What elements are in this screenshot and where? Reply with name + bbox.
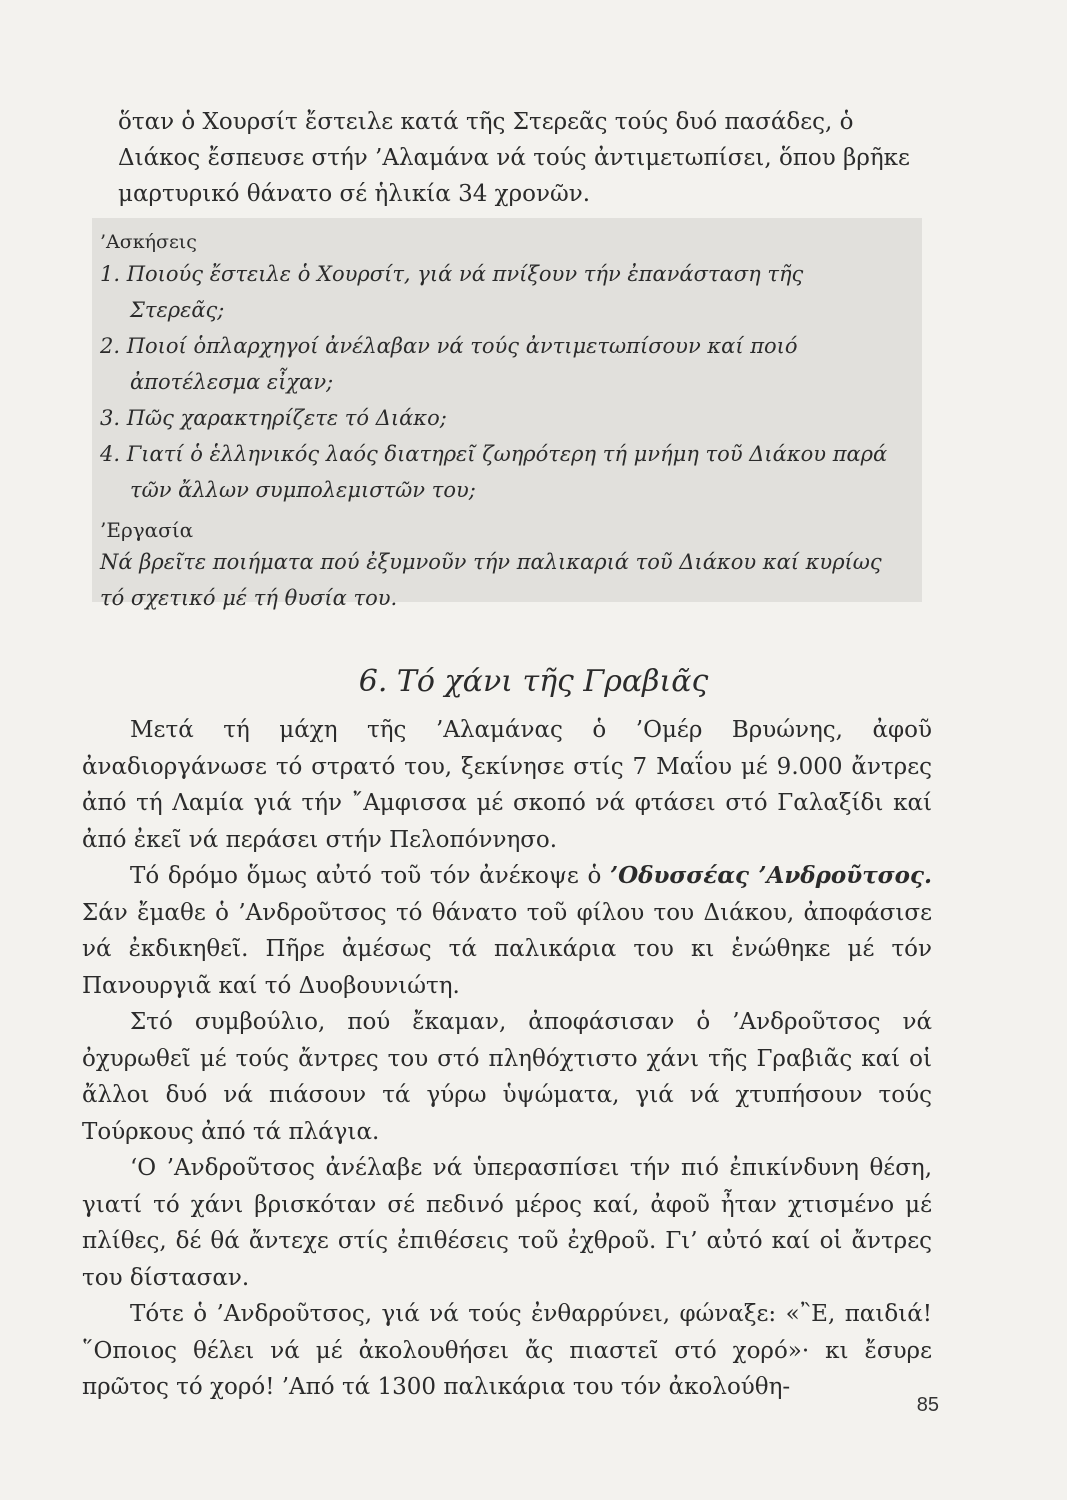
- page-number: 85: [916, 1394, 939, 1416]
- work-text: Νά βρεῖτε ποιήματα πού ἐξυμνοῦν τήν παλικαριά τοῦ Διάκου καί κυρίως τό σχετικό μέ τή θυσία του.: [100, 550, 882, 610]
- exercises-list: [100, 256, 900, 508]
- bold-name: ’Οδυσσέας ’Ανδροῦτσος.: [610, 862, 932, 889]
- section-body: [82, 712, 932, 1406]
- body-text-span: Σάν ἔμαθε ὁ ’Ανδροῦτσος τό θάνατο τοῦ φίλου του Διάκου, ἀποφάσισε νά ἐκδικηθεῖ. Πῆρε ἀμέσως τά παλικάρια του κι ἑνώθηκε μέ τόν Πανουργιᾶ καί τό Δυοβουνιώτη.: [82, 899, 932, 999]
- work-heading: ’Εργασία: [100, 518, 194, 542]
- body-paragraph: ‘Ο ’Ανδροῦτσος ἀνέλαβε νά ὑπερασπίσει τήν πιό ἐπικίνδυνη θέση, γιατί τό χάνι βρισκόταν σέ πεδινό μέρος καί, ἀφοῦ ἦταν χτισμένο μέ πλίθες, δέ θά ἄντεχε στίς ἐπιθέσεις τοῦ ἐχθροῦ. Γι’ αὐτό καί οἱ ἄντρες του δίστασαν.: [82, 1155, 932, 1291]
- body-paragraph: Τότε ὁ ’Ανδροῦτσος, γιά νά τούς ἐνθαρρύνει, φώναξε: «῍Ε, παιδιά! ῞Οποιος θέλει νά μέ ἀκολουθήσει ἄς πιαστεῖ στό χορό»· κι ἔσυρε πρῶτος τό χορό! ’Από τά 1300 παλικάρια του τόν ἀκολούθη-: [82, 1301, 932, 1400]
- body-paragraph: Μετά τή μάχη τῆς ’Αλαμάνας ὁ ’Ομέρ Βρυώνης, ἀφοῦ ἀναδιοργάνωσε τό στρατό του, ξεκίνησε στίς 7 Μαΐου μέ 9.000 ἄντρες ἀπό τή Λαμία γιά τήν ῎Αμφισσα μέ σκοπό νά φτάσει στό Γαλαξίδι καί ἀπό ἐκεῖ νά περάσει στήν Πελοπόννησο.: [82, 717, 932, 853]
- exercise-item: 4. Γιατί ὁ ἑλληνικός λαός διατηρεῖ ζωηρότερη τή μνήμη τοῦ Διάκου παρά τῶν ἄλλων συμπολεμιστῶν του;: [100, 442, 888, 502]
- section-title: 6. Τό χάνι τῆς Γραβιᾶς: [358, 664, 709, 699]
- body-text-span: Τό δρόμο ὅμως αὐτό τοῦ τόν ἀνέκοψε ὁ: [130, 863, 611, 889]
- intro-paragraph: ὅταν ὁ Χουρσίτ ἔστειλε κατά τῆς Στερεᾶς τούς δυό πασάδες, ὁ Διάκος ἔσπευσε στήν ’Αλαμάνα νά τούς ἀντιμετωπίσει, ὅπου βρῆκε μαρτυρικό θάνατο σέ ἡλικία 34 χρονῶν.: [118, 109, 910, 207]
- body-paragraph: [82, 858, 932, 1004]
- exercises-heading: ’Ασκήσεις: [100, 231, 197, 253]
- body-paragraph: Στό συμβούλιο, πού ἔκαμαν, ἀποφάσισαν ὁ ’Ανδροῦτσος νά ὀχυρωθεῖ μέ τούς ἄντρες του στό πληθόχτιστο χάνι τῆς Γραβιᾶς καί οἱ ἄλλοι δυό νά πιάσουν τά γύρω ὑψώματα, γιά νά χτυπήσουν τούς Τούρκους ἀπό τά πλάγια.: [82, 1009, 932, 1145]
- exercise-item: 2. Ποιοί ὁπλαρχηγοί ἀνέλαβαν νά τούς ἀντιμετωπίσουν καί ποιό ἀποτέλεσμα εἶχαν;: [100, 334, 798, 394]
- exercises-box: [92, 218, 922, 610]
- exercise-item: 3. Πῶς χαρακτηρίζετε τό Διάκο;: [100, 406, 447, 430]
- exercise-item: 1. Ποιούς ἔστειλε ὁ Χουρσίτ, γιά νά πνίξουν τήν ἐπανάσταση τῆς Στερεᾶς;: [100, 262, 804, 322]
